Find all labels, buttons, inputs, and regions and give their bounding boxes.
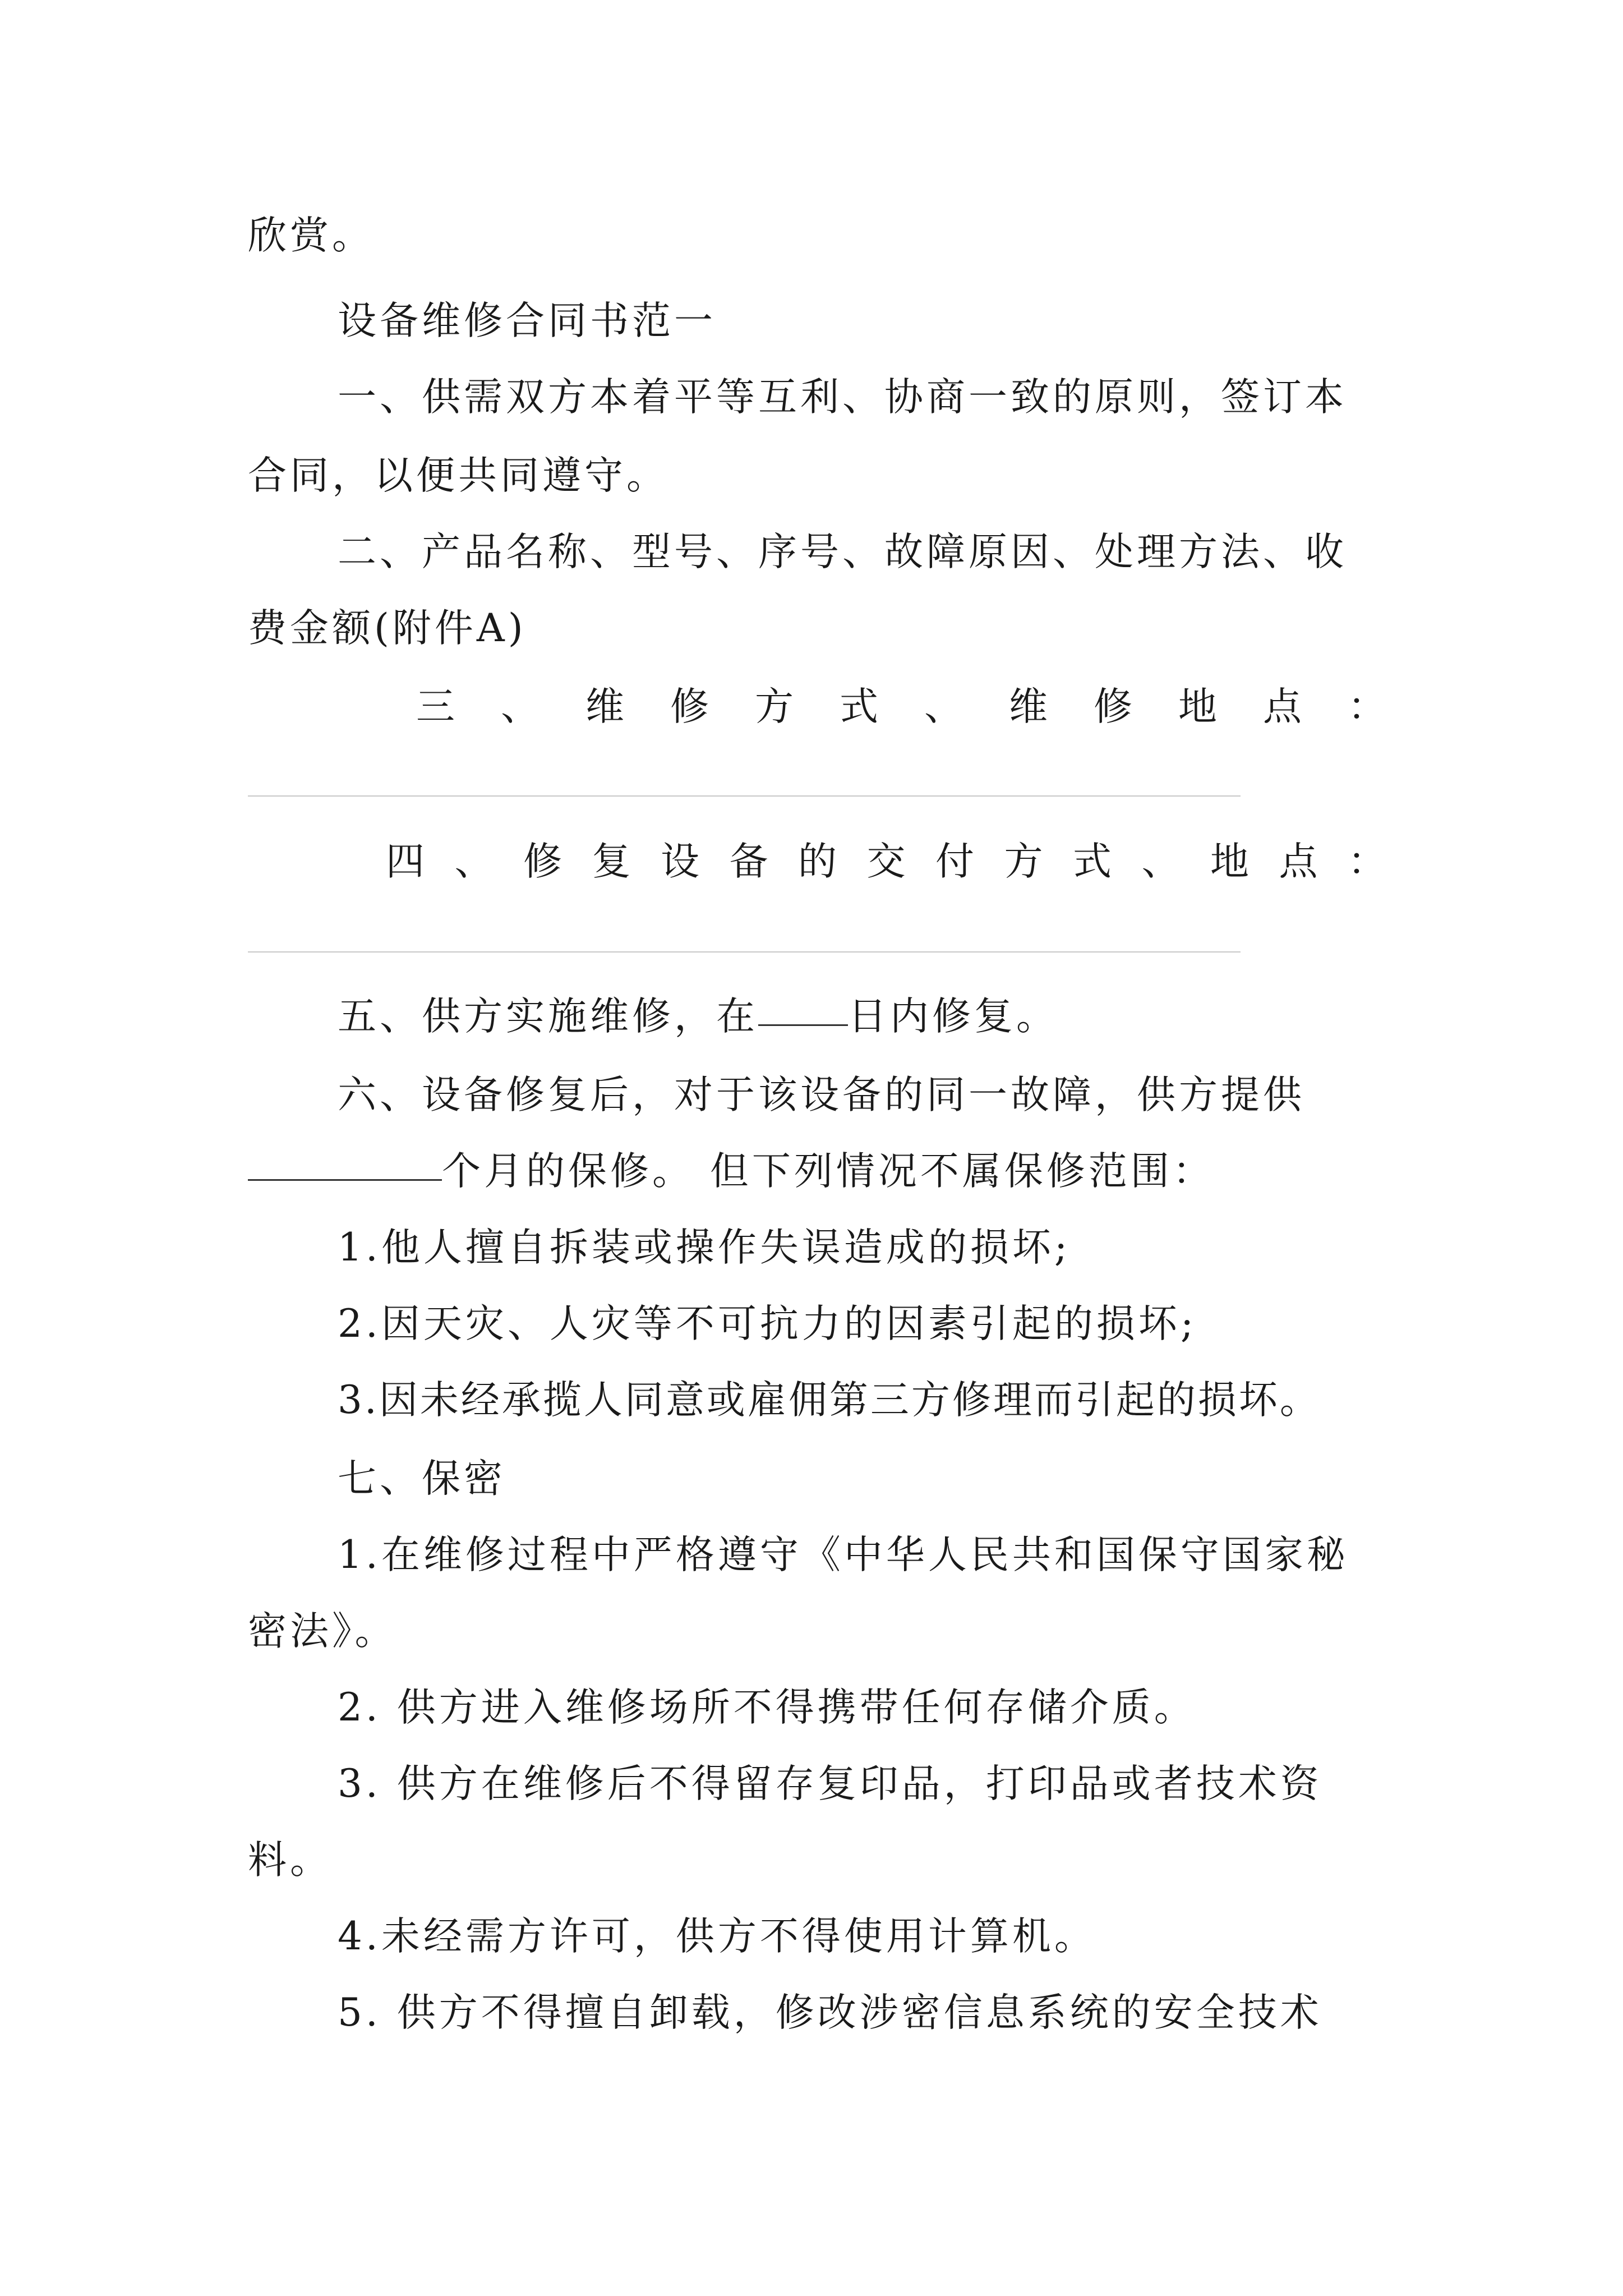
- section-heading: 七、保密: [338, 1456, 506, 1501]
- char: 式: [840, 684, 878, 729]
- text-segment: 日内修复。: [848, 994, 1058, 1039]
- list-item: 2.因天灾、人灾等不可抗力的因素引起的损坏;: [338, 1301, 1197, 1346]
- char: 式: [1073, 839, 1112, 884]
- char: 备: [729, 839, 768, 884]
- text-line: 合同，以便共同遵守。: [248, 453, 668, 498]
- char: 设: [661, 839, 699, 884]
- text-line: [248, 1144, 1386, 1198]
- char: 地: [1210, 839, 1249, 884]
- char: 四: [386, 839, 425, 884]
- text-segment: 五、供方实施维修，在: [338, 994, 758, 1039]
- list-item: 5. 供方不得擅自卸载，修改涉密信息系统的安全技术: [338, 1990, 1322, 2035]
- spaced-text-line: [416, 680, 1386, 734]
- list-item: 3. 供方在维修后不得留存复印品，打印品或者技术资: [338, 1761, 1322, 1806]
- char: 方: [1004, 839, 1043, 884]
- char: 点: [1279, 839, 1318, 884]
- char: 、: [1141, 839, 1181, 884]
- char: 点: [1263, 684, 1302, 729]
- fill-in-line: [248, 951, 1241, 953]
- char: 修: [1094, 684, 1132, 729]
- char: ：: [1348, 684, 1386, 729]
- text-line: [338, 990, 1386, 1043]
- text-line: 欣赏。: [248, 213, 374, 258]
- char: 方: [755, 684, 794, 729]
- char: 修: [523, 839, 562, 884]
- spaced-text-line: [386, 835, 1386, 889]
- text-line: 六、设备修复后，对于该设备的同一故障，供方提供: [338, 1073, 1305, 1117]
- char: 交: [866, 839, 906, 884]
- blank-field: [248, 1144, 442, 1181]
- list-item: 3.因未经承揽人同意或雇佣第三方修理而引起的损坏。: [338, 1378, 1321, 1423]
- list-item: 2. 供方进入维修场所不得携带任何存储介质。: [338, 1685, 1196, 1730]
- section-title: 设备维修合同书范一: [338, 298, 716, 343]
- char: 、: [924, 684, 963, 729]
- text-segment: 个月的保修。 但下列情况不属保修范围：: [442, 1149, 1215, 1194]
- text-line: 一、供需双方本着平等互利、协商一致的原则，签订本: [338, 375, 1347, 420]
- char: 的: [798, 839, 837, 884]
- char: 三: [416, 684, 455, 729]
- char: 、: [501, 684, 540, 729]
- char: 地: [1178, 684, 1217, 729]
- text-line: 费金额(附件A): [248, 606, 527, 651]
- text-line: 料。: [248, 1838, 332, 1883]
- char: 维: [1009, 684, 1048, 729]
- blank-field: [758, 990, 848, 1026]
- char: 、: [454, 839, 494, 884]
- list-item: 4.未经需方许可，供方不得使用计算机。: [338, 1914, 1096, 1959]
- char: 修: [670, 684, 709, 729]
- char: ：: [1348, 839, 1386, 884]
- text-line: 二、产品名称、型号、序号、故障原因、处理方法、收: [338, 530, 1347, 574]
- list-item: 1.在维修过程中严格遵守《中华人民共和国保守国家秘: [338, 1533, 1349, 1577]
- char: 付: [935, 839, 974, 884]
- char: 维: [585, 684, 624, 729]
- list-item: 1.他人擅自拆装或操作失误造成的损坏;: [338, 1225, 1071, 1270]
- fill-in-line: [248, 795, 1241, 797]
- text-line: 密法》。: [248, 1609, 397, 1654]
- char: 复: [592, 839, 631, 884]
